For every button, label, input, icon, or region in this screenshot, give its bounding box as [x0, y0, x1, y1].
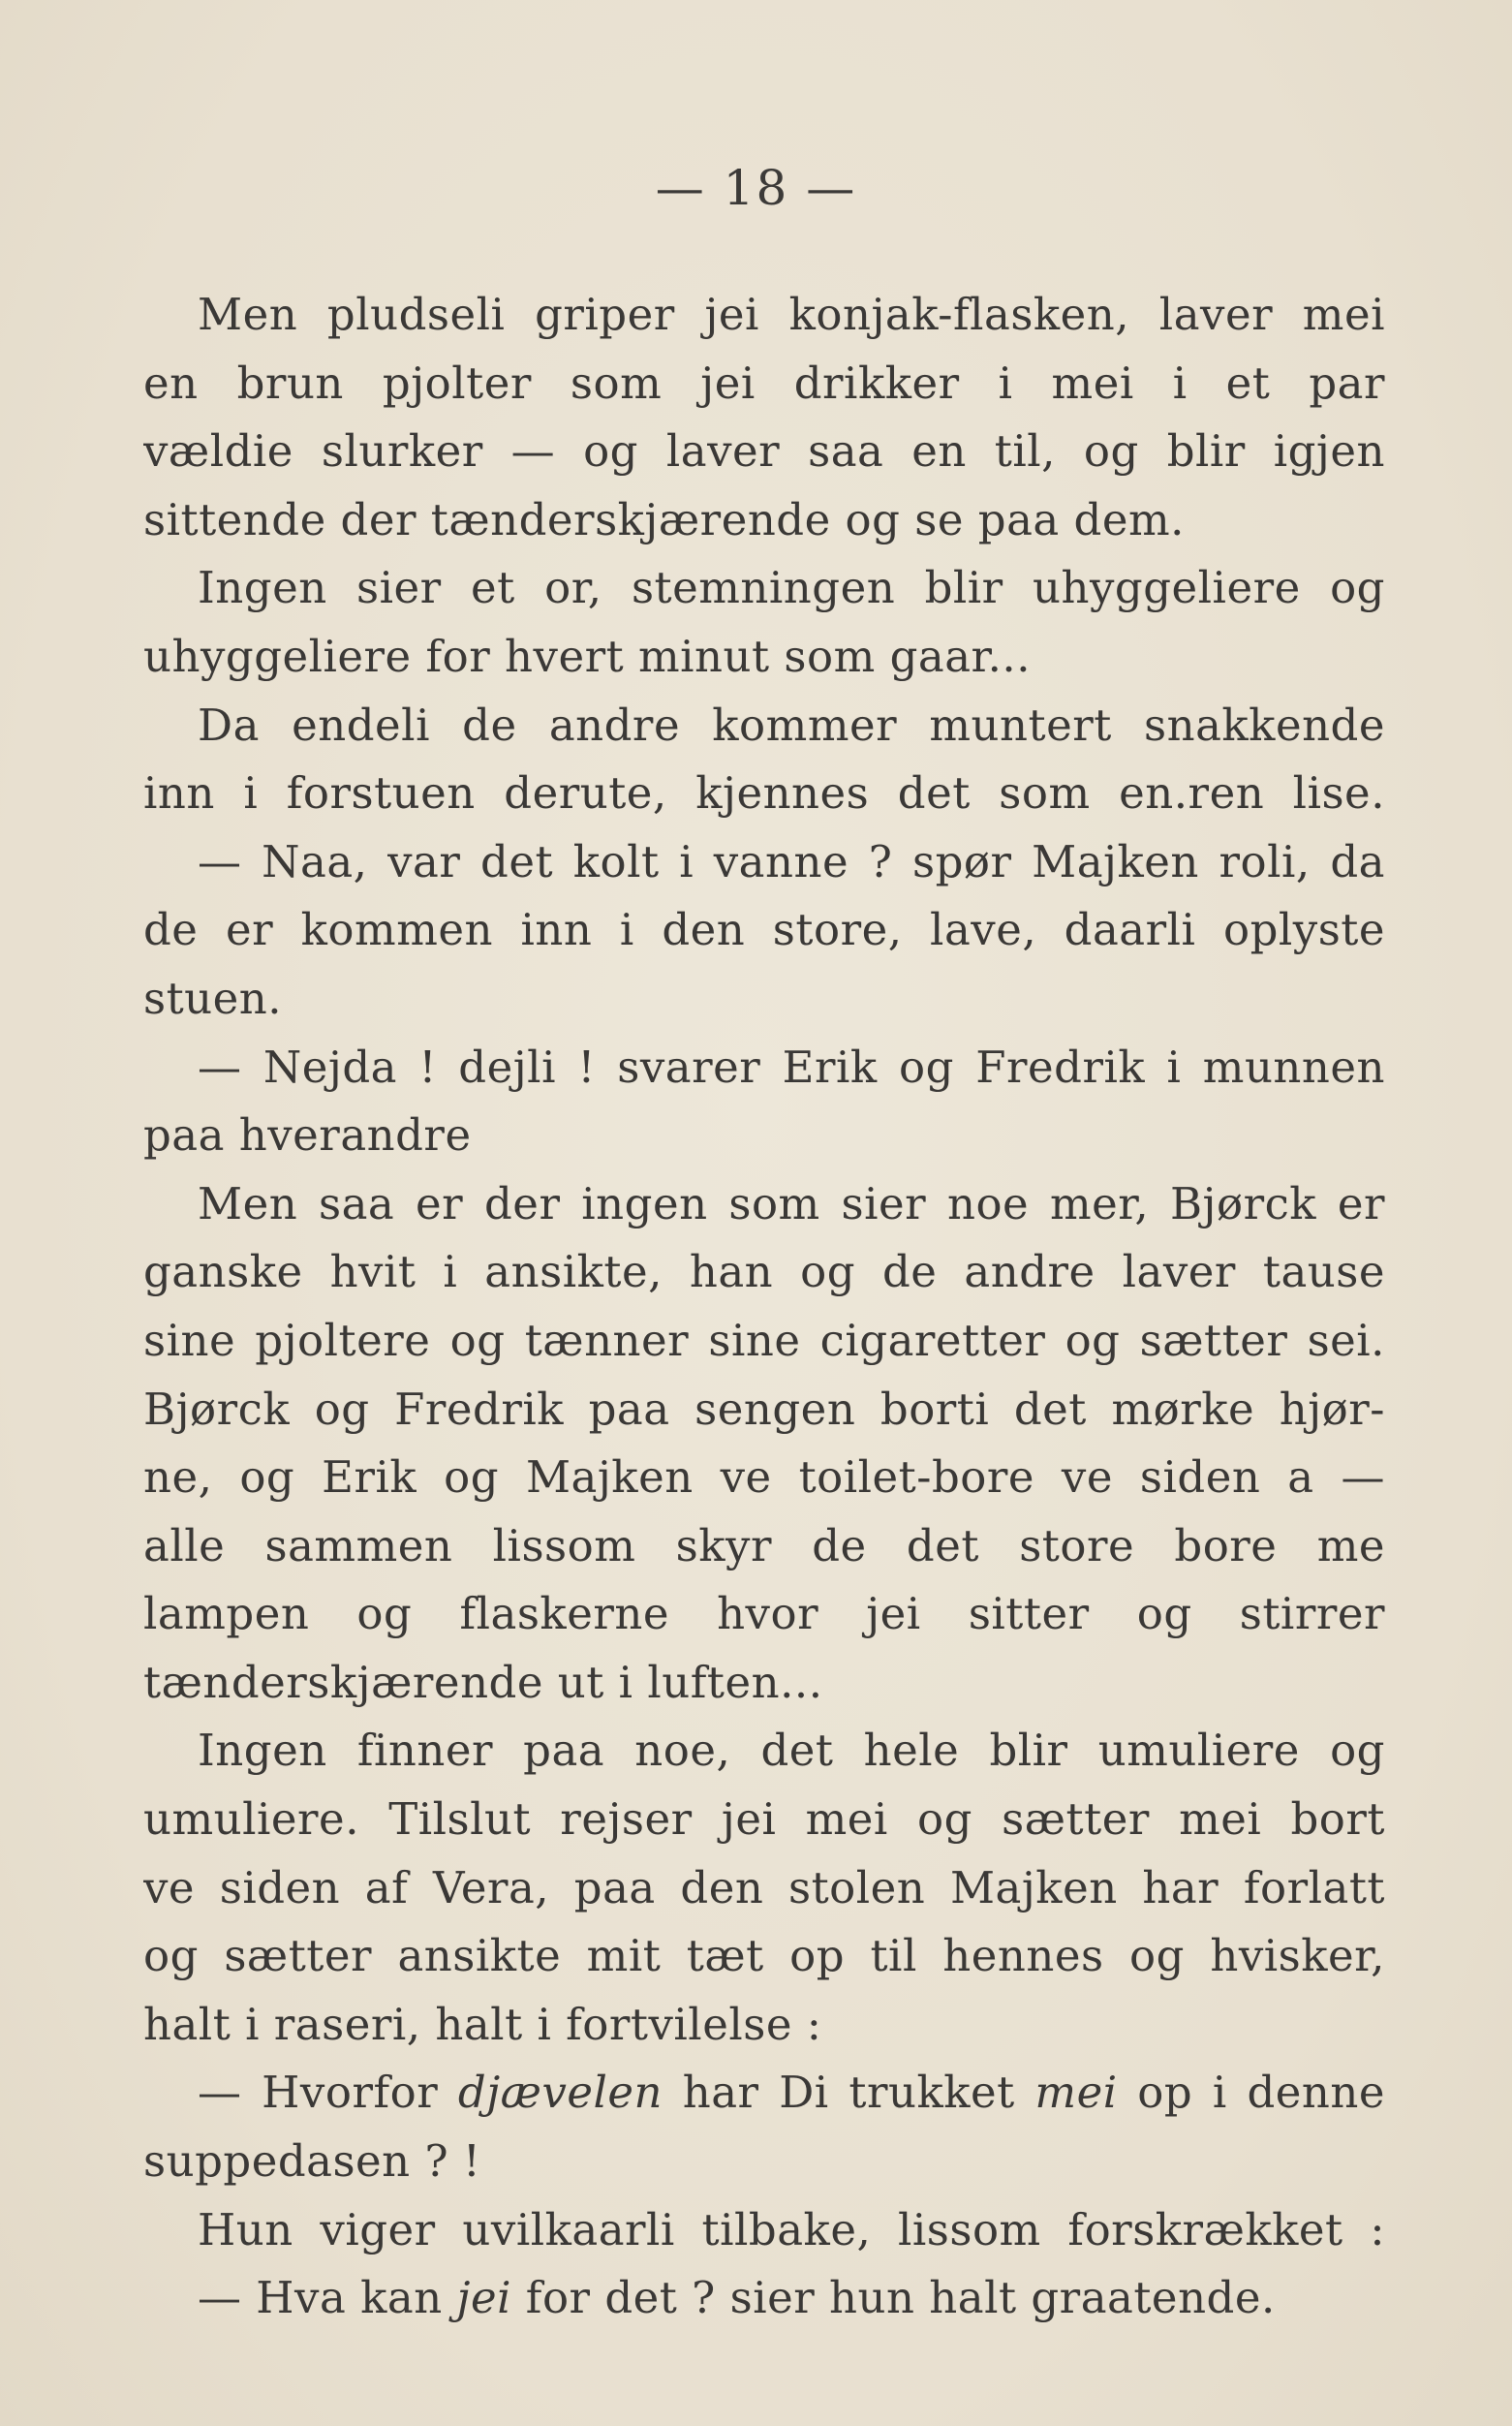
- text-line: Da endeli de andre kommer muntert snakkende: [198, 699, 1385, 751]
- italic-word: djævelen: [457, 2067, 663, 2119]
- text-line: suppedasen ? !: [143, 2135, 481, 2188]
- text-line: ve siden af Vera, paa den stolen Majken har forlatt: [143, 1861, 1385, 1913]
- text-line: Hun viger uvilkaarli tilbake, lissom forskrækket :: [198, 2203, 1385, 2255]
- text-line: uhyggeliere for hvert minut som gaar...: [143, 630, 1032, 682]
- text-line: og sætter ansikte mit tæt op til hennes og hvisker,: [143, 1930, 1385, 1982]
- text-line: Men pludseli griper jei konjak-flasken, laver mei: [198, 289, 1385, 340]
- text-line: de er kommen inn i den store, lave, daarli oplyste: [143, 904, 1385, 956]
- text-line: sine pjoltere og tænner sine cigaretter og sætter sei.: [143, 1314, 1385, 1366]
- text-line: Ingen sier et or, stemningen blir uhyggeliere og: [198, 562, 1385, 614]
- text-line: ne, og Erik og Majken ve toilet-bore ve siden a —: [143, 1451, 1385, 1504]
- text-line: — Nejda ! dejli ! svarer Erik og Fredrik i munnen: [198, 1041, 1385, 1093]
- text-line: vældie slurker — og laver saa en til, og blir igjen: [143, 425, 1385, 478]
- text-line: stuen.: [143, 972, 283, 1024]
- body-text: [143, 281, 1385, 2333]
- text-line: ganske hvit i ansikte, han og de andre laver tause: [143, 1246, 1385, 1298]
- text-line: — Naa, var det kolt i vanne ? spør Majken roli, da: [198, 835, 1385, 887]
- text-line: Bjørck og Fredrik paa sengen borti det mørke hjør-: [143, 1383, 1385, 1435]
- text-line: inn i forstuen derute, kjennes det som en.ren lise.: [143, 767, 1385, 820]
- text-line: en brun pjolter som jei drikker i mei i et par: [143, 357, 1385, 409]
- text-line: Ingen finner paa noe, det hele blir umuliere og: [198, 1725, 1385, 1777]
- text-line: lampen og flaskerne hvor jei sitter og stirrer: [143, 1588, 1385, 1640]
- text-line: halt i raseri, halt i fortvilelse :: [143, 1998, 822, 2050]
- italic-word: mei: [1034, 2067, 1118, 2119]
- text-line: sittende der tænderskjærende og se paa dem.: [143, 493, 1185, 545]
- text-line: umuliere. Tilslut rejser jei mei og sætter mei bort: [143, 1793, 1385, 1846]
- italic-word: jei: [456, 2272, 511, 2324]
- text-line-with-italics: — Hvorfor djævelen har Di trukket mei op i denne: [198, 2067, 1385, 2119]
- text-line-with-italics: — Hva kan jei for det ? sier hun halt graatende.: [198, 2272, 1276, 2324]
- text-line: alle sammen lissom skyr de det store bore me: [143, 1519, 1385, 1571]
- text-line: Men saa er der ingen som sier noe mer, Bjørck er: [198, 1177, 1385, 1229]
- page-number: — 18 —: [655, 160, 857, 216]
- text-line: tænderskjærende ut i luften...: [143, 1656, 823, 1708]
- text-line: paa hverandre: [143, 1109, 472, 1162]
